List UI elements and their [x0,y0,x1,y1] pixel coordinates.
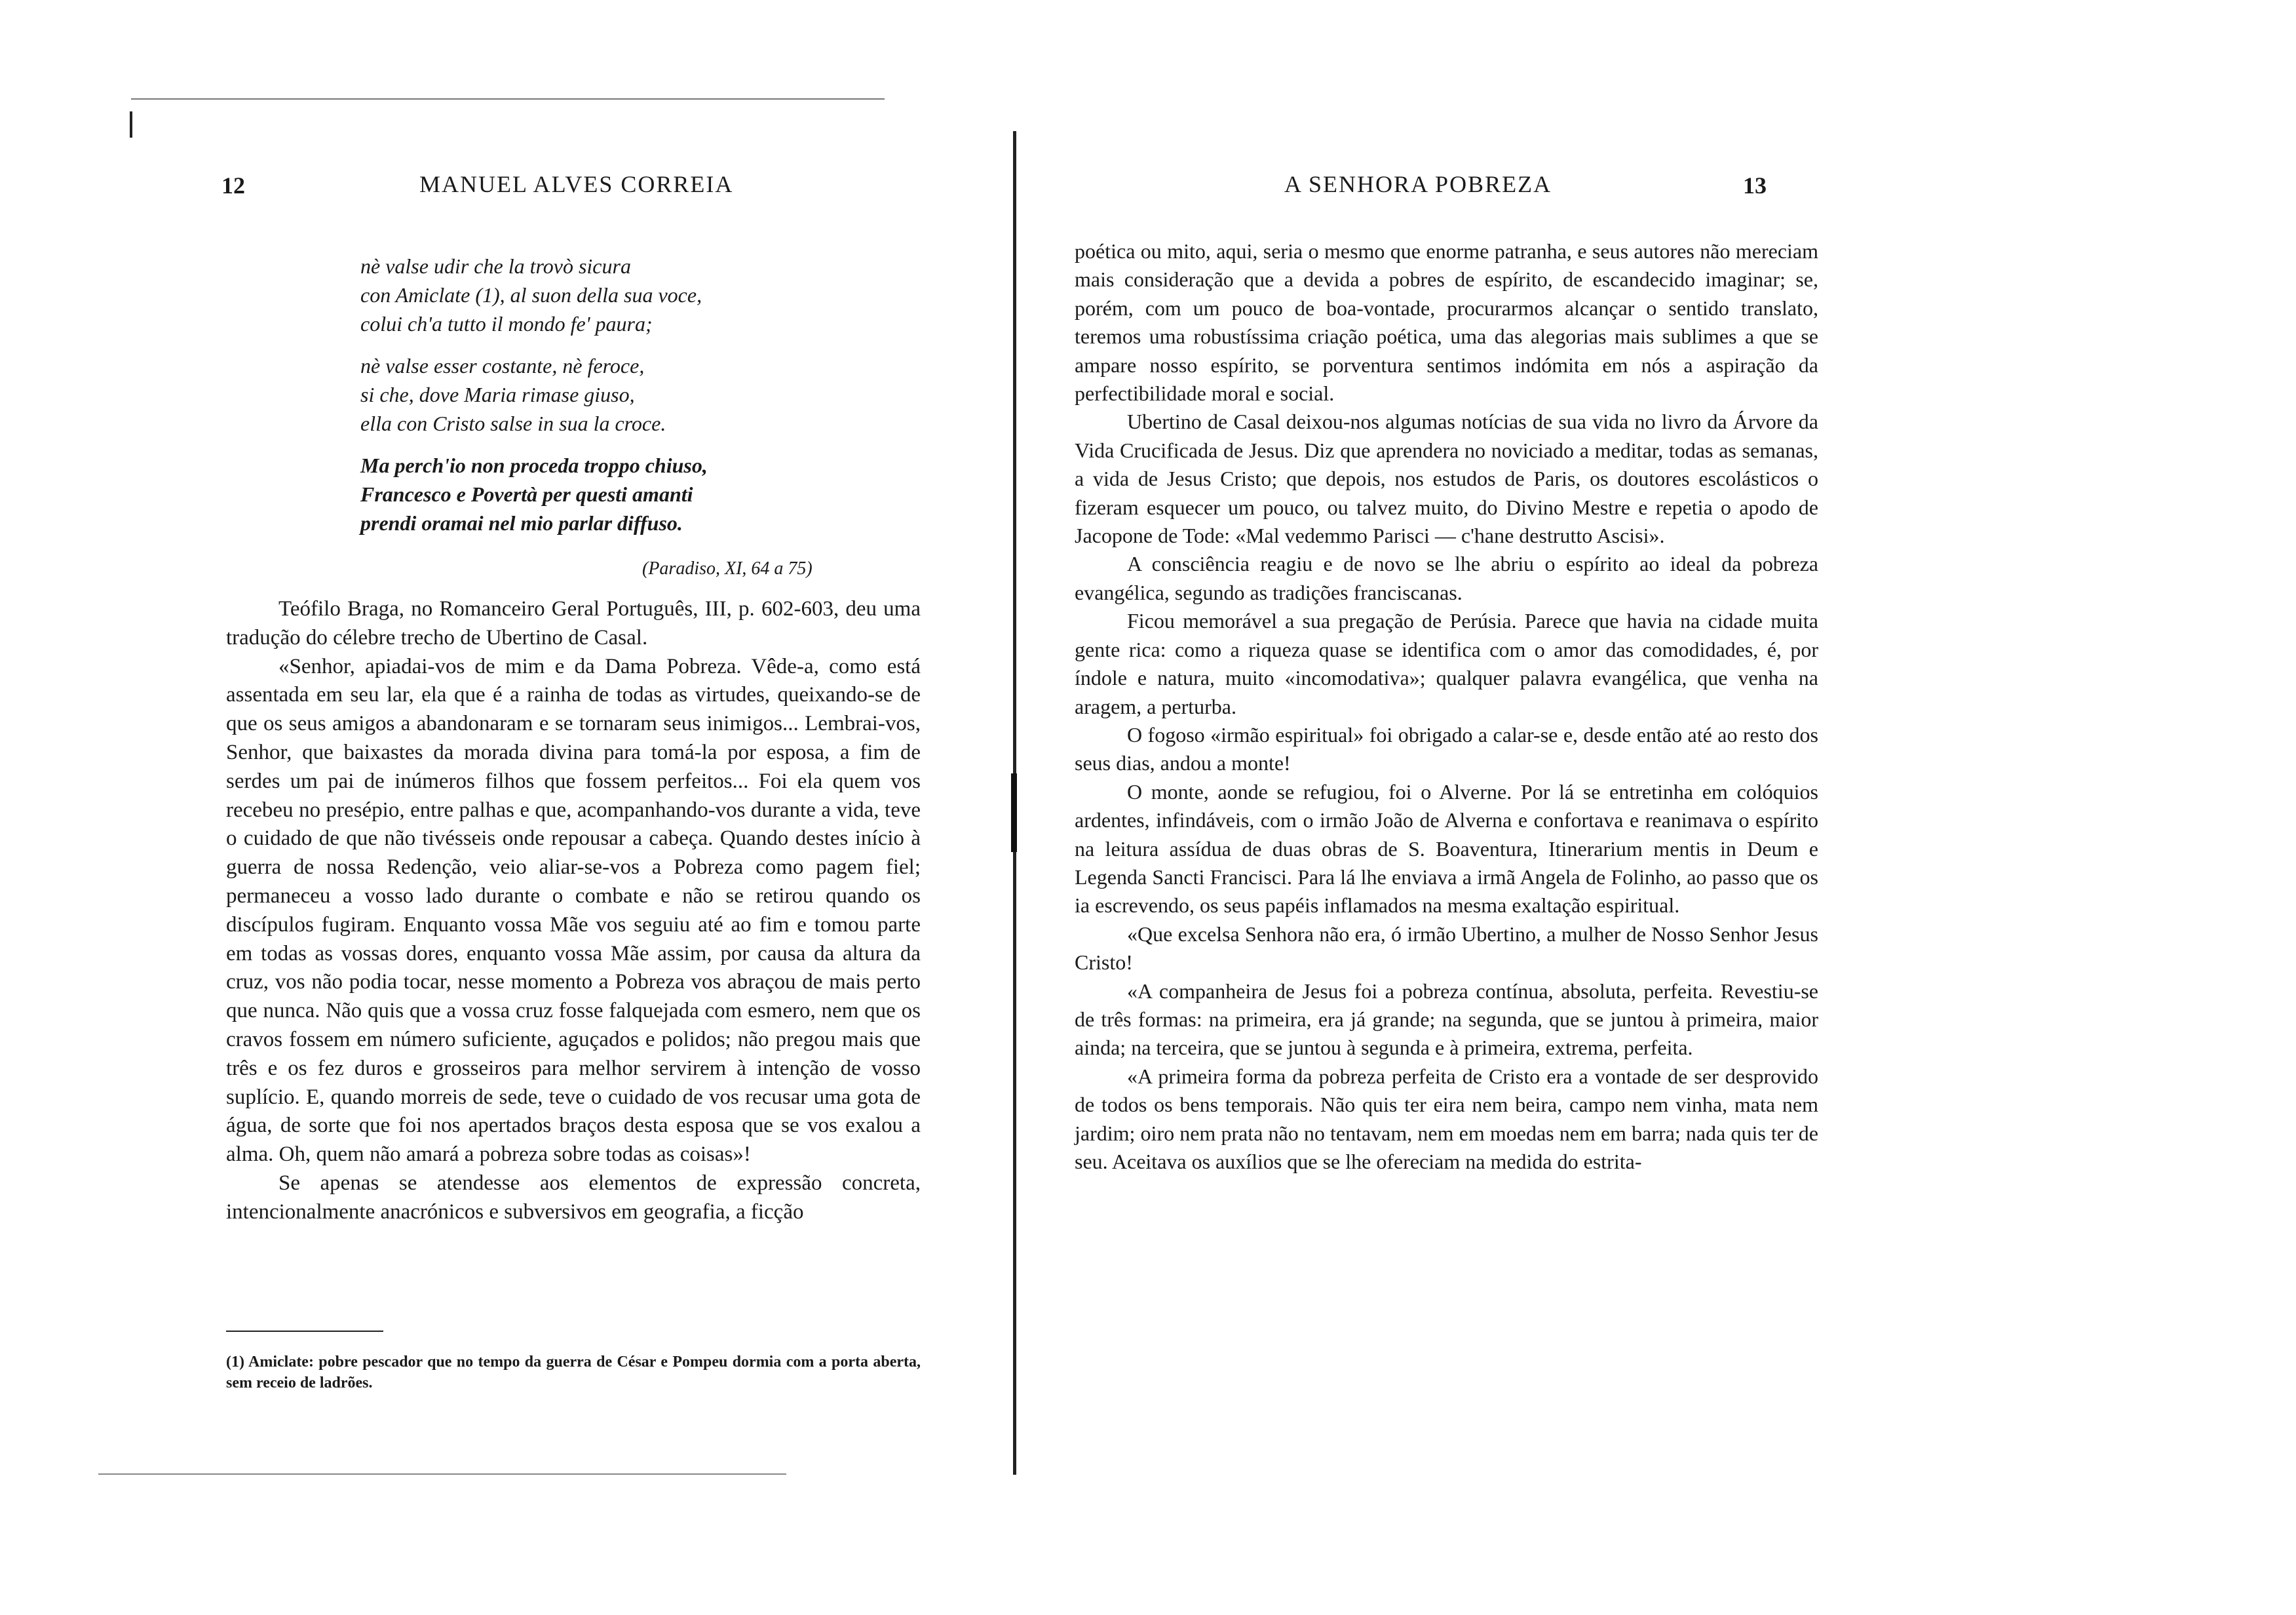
paragraph: «A primeira forma da pobreza perfeita de Cristo era a vontade de ser desprovido de todos os bens temporais. Não quis ter eira nem beira, campo nem vinha, mata nem jardim; oiro nem prata não no tentavam, nem em moedas nem em barra; nada quis ter de seu. Aceitava os auxílios que se lhe ofereciam na medida do estrita- [1075,1064,1818,1173]
paragraph: O fogoso «irmão espiritual» foi obrigado a calar-se e, desde então até ao resto dos seus dias, andou a monte! [1075,722,1818,775]
verse-line: colui ch'a tutto il mondo fe' paura; [360,312,653,336]
paragraph: A consciência reagiu e de novo se lhe abriu o espírito ao ideal da pobreza evangélica, segundo as tradições franciscanas. [1075,552,1818,604]
paragraph: Teófilo Braga, no Romanceiro Geral Português, III, p. 602-603, deu uma tradução do célebre trecho de Ubertino de Casal. [226,597,921,650]
paragraph: «Senhor, apiadai-vos de mim e da Dama Pobreza. Vêde-a, como está assentada em seu lar, ela que é a rainha de todas as virtudes, queixando-se de que os seus amigos a abandonaram e se tornaram seus inimigos... Lembrai-vos, Senhor, que baixastes da morada divina para tomá-la por esposa, a fim de serdes um pai de inúmeros filhos que fossem perfeitos... Foi ela quem vos recebeu no presépio, entre palhas e que, acompanhando-vos durante a vida, teve o cuidado de que não tivésseis onde repousar a cabeça. Quando destes início à guerra de nossa Redenção, veio aliar-se-vos a Pobreza como pagem fiel; permaneceu a vosso lado durante o combate e não se retirou quando os discípulos fugiram. Enquanto vossa Mãe vos seguiu até ao fim e tomou parte em todas as vossas dores, enquanto vossa Mãe assim, por causa da altura da cruz, vos não podia tocar, nesse momento a Pobreza vos abraçou de mais perto que nunca. Não quis que a vossa cruz fosse falquejada com esmero, nem que os cravos fossem em número suficiente, aguçados e polidos; não pregou mais que três e os fez duros e grosseiros para melhor servirem à intenção de vosso suplício. E, quando morreis de sede, teve o cuidado de vos recusar uma gota de água, de sorte que foi nos apertados braços desta esposa que se vos exalou a alma. Oh, quem não amará a pobreza sobre todas as coisas»! [226,654,921,1167]
verse-stanza [360,351,858,438]
page-number: 12 [221,172,245,199]
verse-line: nè valse esser costante, nè feroce, [360,354,645,378]
paragraph: O monte, aonde se refugiou, foi o Alverne. Por lá se entretinha em colóquios ardentes, infindáveis, com o irmão João de Alverna e confortava e reanimava o espírito na leitura assídua de duas obras de S. Boaventura, Itinerarium mentis in Deum e Legenda Sancti Francisci. Para lá lhe enviava a irmã Angela de Folinho, ao passo que os ia escrevendo, os seus papéis inflamados na mesma exaltação espiritual. [1075,779,1818,918]
verse-line: prendi oramai nel mio parlar diffuso. [360,511,683,535]
paragraph: poética ou mito, aqui, seria o mesmo que enorme patranha, e seus autores não mereciam mais consideração que a devida a pobres de espírito, de escandecido imaginar; se, porém, com um pouco de boa-vontade, procurarmos alcançar o sentido translato, teremos uma robustíssima criação poética, uma das alegorias mais sublimes a que se ampare nosso espírito, se porventura sentimos indómita em nós a aspiração da perfectibilidade moral e social. [1075,239,1818,406]
verse-line: nè valse udir che la trovò sicura [360,254,631,278]
paragraph: «A companheira de Jesus foi a pobreza contínua, absoluta, perfeita. Revestiu-se de três formas: na primeira, era já grande; na segunda, que se juntou à primeira, maior ainda; na terceira, que se juntou à segunda e à primeira, extrema, perfeita. [1075,979,1818,1060]
verse-line: Ma perch'io non proceda troppo chiuso, [360,454,708,477]
running-head: A SENHORA POBREZA [1284,171,1552,197]
verse-line: con Amiclate (1), al suon della sua voce, [360,283,702,307]
paragraph: Se apenas se atendesse aos elementos de expressão concreta, intencionalmente anacrónicos e subversivos em geografia, a ficção [226,1171,921,1224]
right-body-text [1075,237,1818,1176]
verse-block [360,252,858,551]
left-body-text [226,595,921,1227]
verse-line: ella con Cristo salse in sua la croce. [360,412,666,435]
left-page [0,0,1017,1615]
verse-stanza [360,252,858,338]
verse-line: si che, dove Maria rimase giuso, [360,383,635,406]
page-number: 13 [1743,172,1767,199]
paragraph: «Que excelsa Senhora não era, ó irmão Ubertino, a mulher de Nosso Senhor Jesus Cristo! [1075,922,1818,975]
paragraph: Ubertino de Casal deixou-nos algumas notícias de sua vida no livro da Árvore da Vida Crucificada de Jesus. Diz que aprendera no noviciado a meditar, todas as semanas, a vida de Jesus Cristo; que depois, nos estudos de Paris, os doutores escolásticos o fizeram esquecer um pouco, ou talvez muito, do Divino Mestre e repetia o apodo de Jacopone de Tode: «Mal vedemmo Parisci — c'hane destrutto Ascisi». [1075,410,1818,548]
verse-line: Francesco e Povertà per questi amanti [360,482,693,506]
verse-stanza [360,451,858,537]
footnote: (1) Amiclate: pobre pescador que no tempo da guerra de César e Pompeu dormia com a porta aberta, sem receio de ladrões. [226,1353,921,1391]
footnote-rule [226,1331,383,1332]
verse-source: (Paradiso, XI, 64 a 75) [642,558,813,579]
running-head: MANUEL ALVES CORREIA [419,171,734,197]
right-page [1017,0,2296,1615]
paragraph: Ficou memorável a sua pregação de Perúsia. Parece que havia na cidade muita gente rica: como a riqueza quase se identifica com o amor das comodidades, é, por índole e natura, muito «incomodativa»; qualquer palavra evangélica, que venha na aragem, a perturba. [1075,609,1818,718]
